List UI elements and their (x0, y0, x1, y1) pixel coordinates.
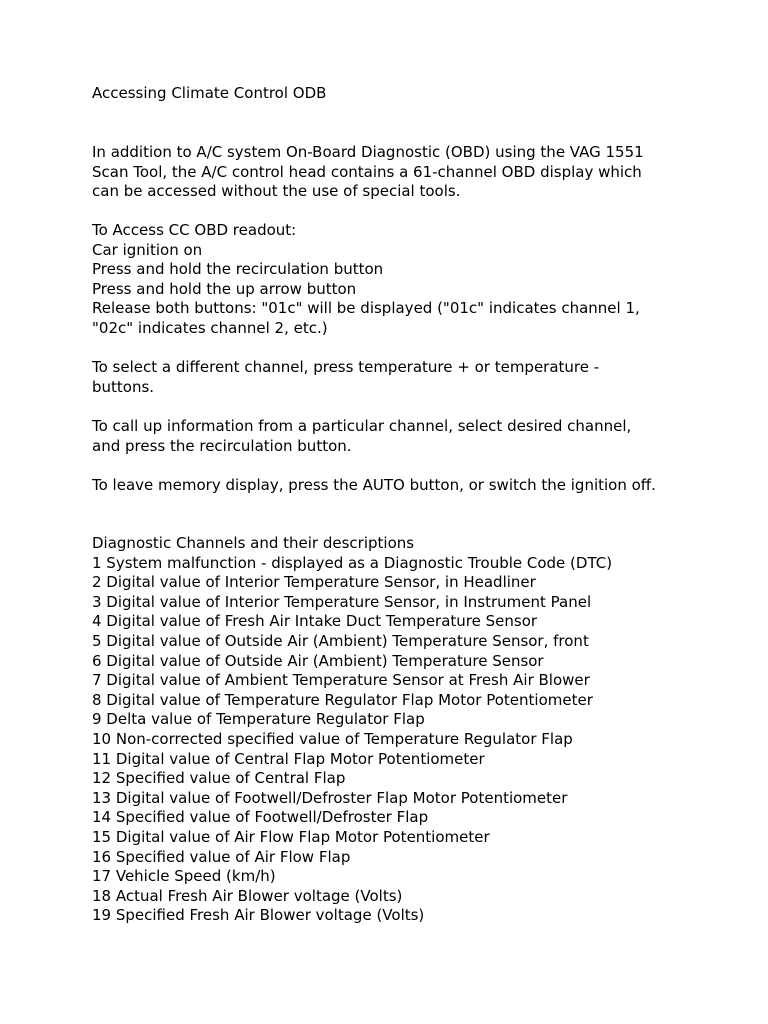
intro-line: In addition to A/C system On-Board Diagnostic (OBD) using the VAG 1551 (92, 143, 644, 161)
list-item: 5 Digital value of Outside Air (Ambient) Temperature Sensor, front (92, 631, 589, 650)
call-up-paragraph (92, 417, 692, 456)
channels-heading: Diagnostic Channels and their descriptions (92, 534, 415, 552)
list-item: 3 Digital value of Interior Temperature Sensor, in Instrument Panel (92, 592, 592, 611)
list-item: 16 Specified value of Air Flow Flap (92, 847, 351, 866)
list-item: 14 Specified value of Footwell/Defroster Flap (92, 808, 429, 827)
list-item: 15 Digital value of Air Flow Flap Motor Potentiometer (92, 827, 490, 846)
list-item: 6 Digital value of Outside Air (Ambient) Temperature Sensor (92, 651, 544, 670)
access-instructions (92, 221, 692, 339)
access-step: Press and hold the recirculation button (92, 260, 384, 279)
access-heading: To Access CC OBD readout: (92, 221, 297, 239)
list-item: 2 Digital value of Interior Temperature Sensor, in Headliner (92, 573, 536, 592)
diagnostic-channels-list (92, 534, 692, 926)
select-line: buttons. (92, 377, 155, 396)
document-title-text: Accessing Climate Control ODB (92, 84, 327, 102)
list-item: 18 Actual Fresh Air Blower voltage (Volts) (92, 886, 403, 905)
intro-line: can be accessed without the use of special tools. (92, 182, 461, 201)
select-channel-paragraph (92, 358, 692, 397)
select-line: To select a different channel, press temperature + or temperature - (92, 358, 600, 376)
intro-paragraph (92, 143, 692, 202)
access-step: Release both buttons: "01c" will be displayed ("01c" indicates channel 1, (92, 299, 640, 318)
access-step: Car ignition on (92, 240, 203, 259)
list-item: 1 System malfunction - displayed as a Diagnostic Trouble Code (DTC) (92, 553, 613, 572)
access-step: Press and hold the up arrow button (92, 279, 357, 298)
list-item: 12 Specified value of Central Flap (92, 769, 346, 788)
list-item: 19 Specified Fresh Air Blower voltage (Volts) (92, 906, 425, 925)
list-item: 9 Delta value of Temperature Regulator Flap (92, 710, 425, 729)
intro-line: Scan Tool, the A/C control head contains a 61-channel OBD display which (92, 162, 642, 181)
list-item: 11 Digital value of Central Flap Motor Potentiometer (92, 749, 485, 768)
list-item: 4 Digital value of Fresh Air Intake Duct Temperature Sensor (92, 612, 538, 631)
document-title (92, 84, 692, 104)
list-item: 13 Digital value of Footwell/Defroster Flap Motor Potentiometer (92, 788, 568, 807)
leave-display-paragraph (92, 476, 692, 496)
callup-line: and press the recirculation button. (92, 436, 352, 455)
leave-line: To leave memory display, press the AUTO button, or switch the ignition off. (92, 476, 656, 494)
list-item: 7 Digital value of Ambient Temperature Sensor at Fresh Air Blower (92, 671, 590, 690)
list-item: 17 Vehicle Speed (km/h) (92, 867, 276, 886)
list-item: 10 Non-corrected specified value of Temperature Regulator Flap (92, 729, 573, 748)
list-item: 8 Digital value of Temperature Regulator Flap Motor Potentiometer (92, 690, 593, 709)
access-step: "02c" indicates channel 2, etc.) (92, 318, 328, 337)
callup-line: To call up information from a particular channel, select desired channel, (92, 417, 632, 435)
